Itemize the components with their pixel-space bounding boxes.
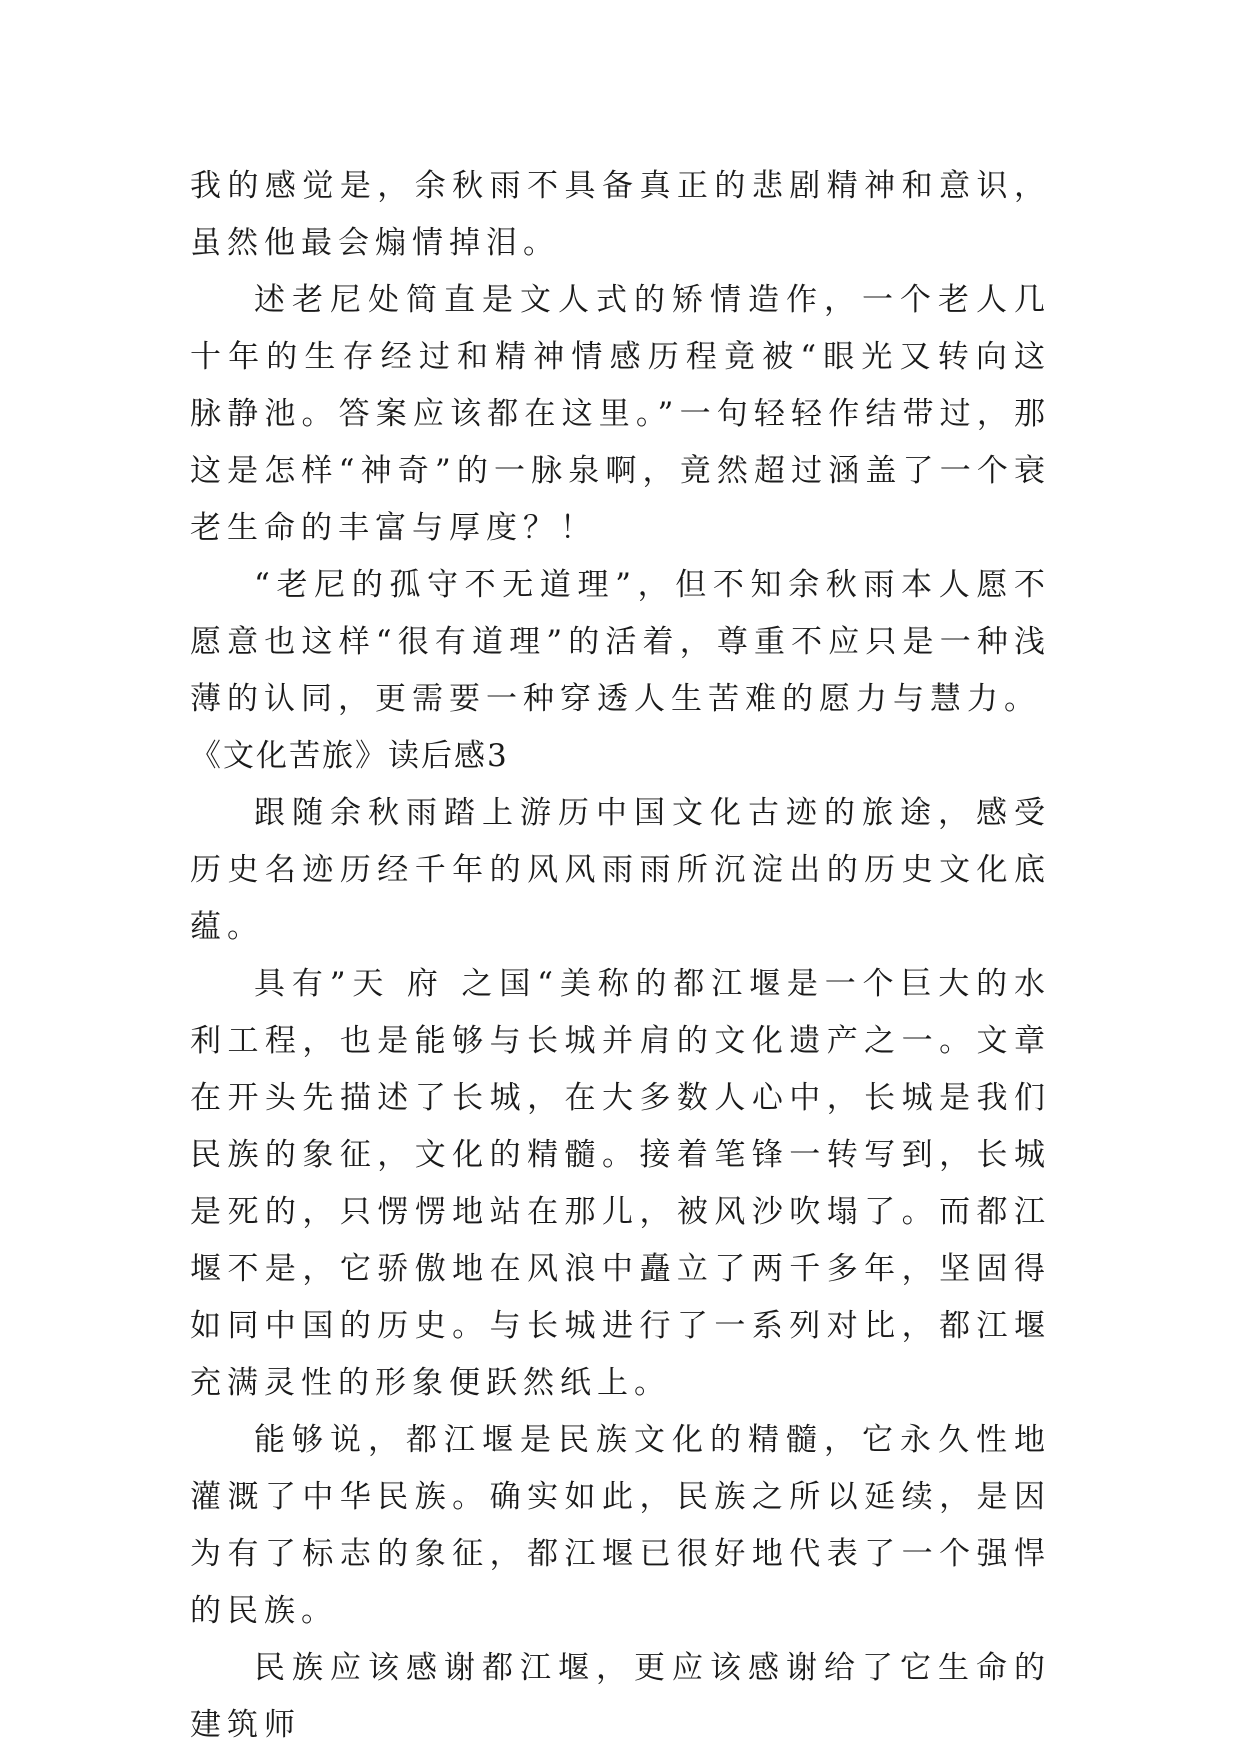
paragraph-5: 具有”天 府 之国“美称的都江堰是一个巨大的水利工程，也是能够与长城并肩的文化遗产之一。文章在开头先描述了长城，在大多数人心中，长城是我们民族的象征，文化的精髓。接着笔锋一转写到，长城是死的，只愣愣地站在那儿，被风沙吹塌了。而都江堰不是，它骄傲地在风浪中矗立了两千多年，坚固得如同中国的历史。与长城进行了一系列对比，都江堰充满灵性的形象便跃然纸上。 bbox=[190, 966, 1051, 1401]
section-heading: 《文化苦旅》读后感3 bbox=[190, 738, 509, 774]
paragraph-7: 民族应该感谢都江堰，更应该感谢给了它生命的建筑师 bbox=[190, 1650, 1051, 1743]
document-body bbox=[190, 158, 1051, 1754]
paragraph-4: 跟随余秋雨踏上游历中国文化古迹的旅途，感受历史名迹历经千年的风风雨雨所沉淀出的历史文化底蕴。 bbox=[190, 795, 1051, 945]
paragraph-1: 我的感觉是，余秋雨不具备真正的悲剧精神和意识，虽然他最会煽情掉泪。 bbox=[190, 168, 1051, 261]
paragraph-2: 述老尼处简直是文人式的矫情造作，一个老人几十年的生存经过和精神情感历程竟被“眼光又转向这脉静池。答案应该都在这里。”一句轻轻作结带过，那这是怎样“神奇”的一脉泉啊，竟然超过涵盖了一个衰老生命的丰富与厚度？！ bbox=[190, 282, 1051, 546]
paragraph-3: “老尼的孤守不无道理”，但不知余秋雨本人愿不愿意也这样“很有道理”的活着，尊重不应只是一种浅薄的认同，更需要一种穿透人生苦难的愿力与慧力。 bbox=[190, 567, 1051, 717]
paragraph-6: 能够说，都江堰是民族文化的精髓，它永久性地灌溉了中华民族。确实如此，民族之所以延续，是因为有了标志的象征，都江堰已很好地代表了一个强悍的民族。 bbox=[190, 1422, 1051, 1629]
